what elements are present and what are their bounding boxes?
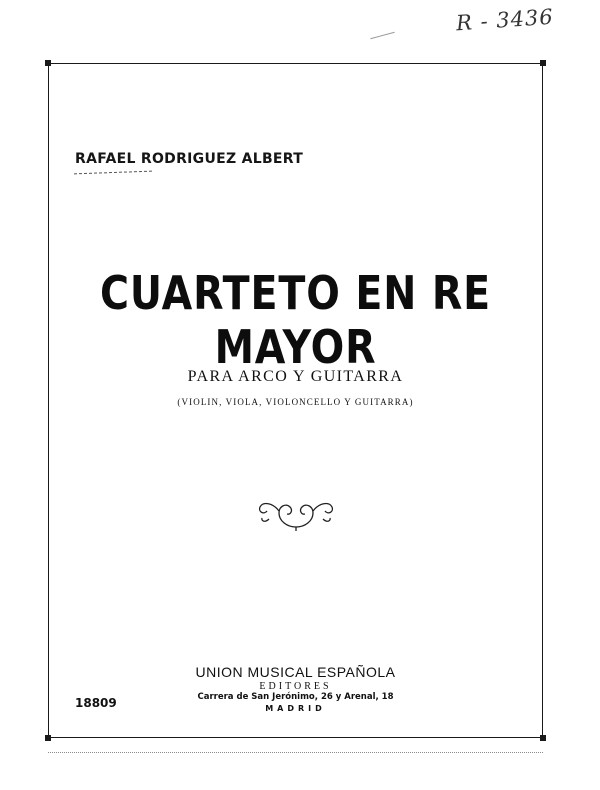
frame-corner-top-right bbox=[540, 60, 546, 66]
frame-corner-top-left bbox=[45, 60, 51, 66]
work-subtitle: PARA ARCO Y GUITARRA bbox=[187, 368, 404, 385]
page-edge-line bbox=[48, 752, 543, 753]
catalog-number: 18809 bbox=[75, 696, 117, 710]
publisher-name: UNION MUSICAL ESPAÑOLA bbox=[195, 664, 396, 680]
work-title: CUARTETO EN RE MAYOR bbox=[99, 266, 492, 374]
composer-name: RAFAEL RODRIGUEZ ALBERT bbox=[75, 151, 304, 167]
publisher-role: EDITORES bbox=[259, 681, 332, 692]
flourish-ornament-icon bbox=[257, 493, 335, 533]
handwritten-note: R - 3436 bbox=[455, 4, 555, 36]
frame-corner-bottom-right bbox=[540, 735, 546, 741]
publisher-address: Carrera de San Jerónimo, 26 y Arenal, 18 bbox=[197, 692, 394, 702]
frame-corner-bottom-left bbox=[45, 735, 51, 741]
pencil-mark bbox=[370, 32, 394, 39]
instrumentation: (VIOLIN, VIOLA, VIOLONCELLO Y GUITARRA) bbox=[177, 397, 414, 407]
publisher-city: MADRID bbox=[265, 704, 326, 713]
